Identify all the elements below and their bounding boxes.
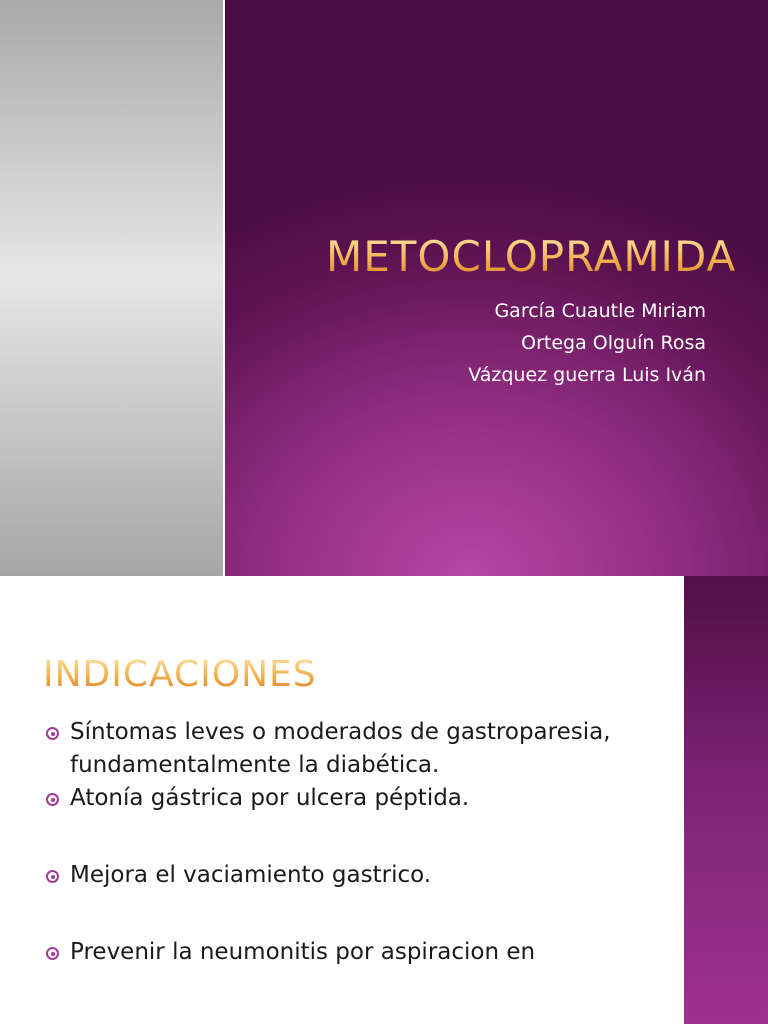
purple-background-panel bbox=[225, 0, 768, 576]
bullet-text: Mejora el vaciamiento gastrico. bbox=[70, 862, 432, 888]
bullet-text: Atonía gástrica por ulcera péptida. bbox=[70, 785, 470, 811]
indications-slide bbox=[0, 576, 768, 1024]
author-list bbox=[468, 295, 706, 391]
list-item bbox=[46, 782, 676, 815]
circle-bullet-icon bbox=[46, 793, 59, 806]
purple-accent-bar bbox=[684, 576, 768, 1024]
section-heading: INDICACIONES bbox=[43, 654, 317, 695]
bullet-list bbox=[46, 716, 676, 969]
gray-side-panel bbox=[0, 0, 223, 576]
list-item bbox=[46, 936, 676, 969]
author-name: García Cuautle Miriam bbox=[494, 300, 706, 322]
slide-title: METOCLOPRAMIDA bbox=[326, 232, 756, 281]
bullet-text: Síntomas leves o moderados de gastroparesia, fundamentalmente la diabética. bbox=[70, 719, 611, 778]
author-name: Vázquez guerra Luis Iván bbox=[468, 364, 706, 386]
list-item bbox=[46, 716, 676, 782]
circle-bullet-icon bbox=[46, 947, 59, 960]
circle-bullet-icon bbox=[46, 727, 59, 740]
list-item bbox=[46, 859, 676, 892]
circle-bullet-icon bbox=[46, 870, 59, 883]
author-name: Ortega Olguín Rosa bbox=[521, 332, 706, 354]
bullet-text: Prevenir la neumonitis por aspiracion en bbox=[70, 939, 536, 965]
